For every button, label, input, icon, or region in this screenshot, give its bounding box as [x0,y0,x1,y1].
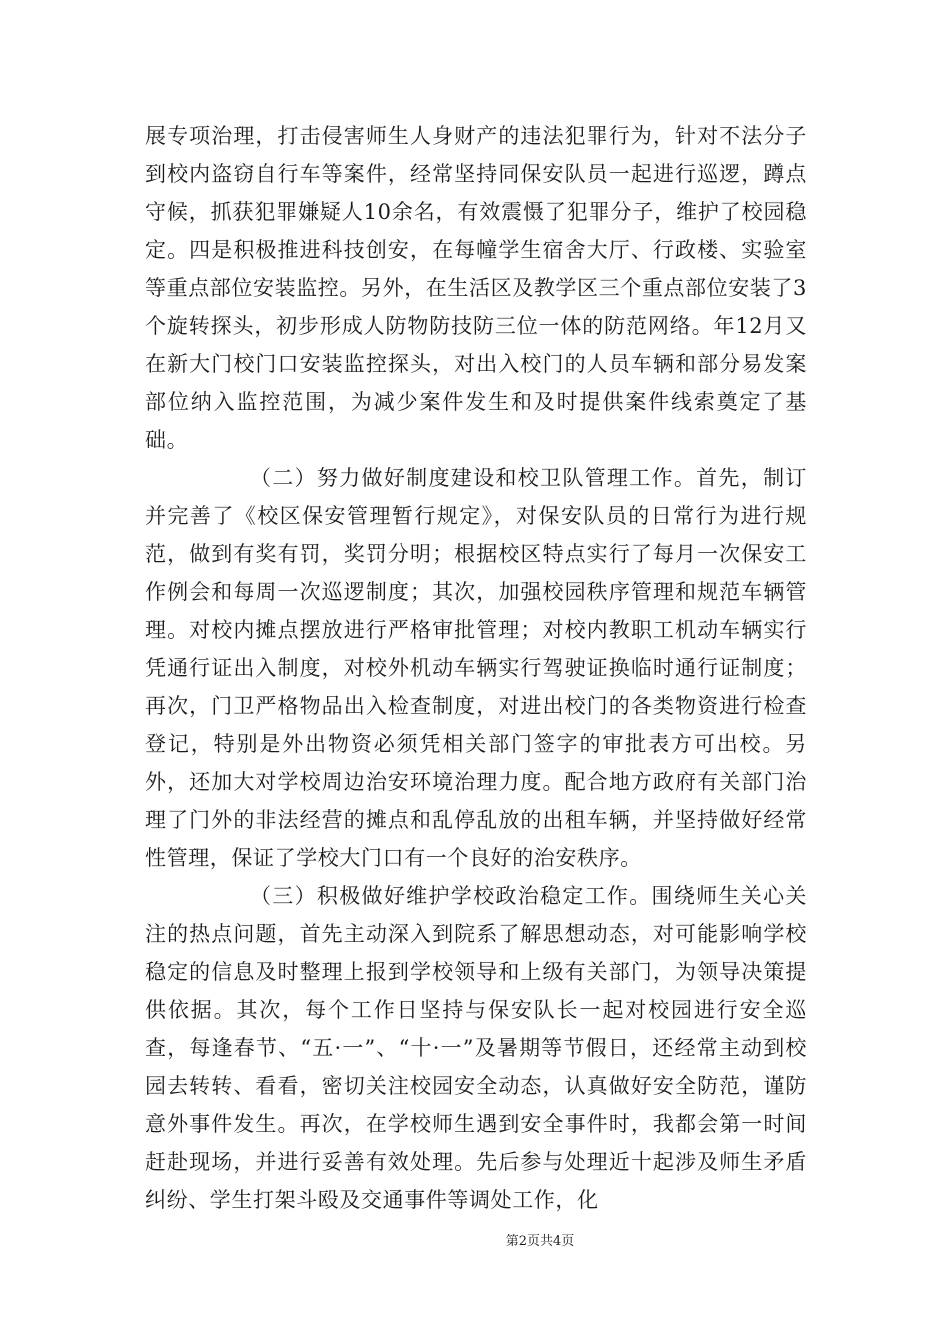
document-body [145,117,807,1219]
paragraph-section-two: （二）努力做好制度建设和校卫队管理工作。首先，制订并完善了《校区保安管理暂行规定》，对保安队员的日常行为进行规范，做到有奖有罚，奖罚分明；根据校区特点实行了每月一次保安工作例会和每周一次巡逻制度；其次，加强校园秩序管理和规范车辆管理。对校内摊点摆放进行严格审批管理；对校内教职工机动车辆实行凭通行证出入制度，对校外机动车辆实行驾驶证换临时通行证制度；再次，门卫严格物品出入检查制度，对进出校门的各类物资进行检查登记，特别是外出物资必须凭相关部门签字的审批表方可出校。另外，还加大对学校周边治安环境治理力度。配合地方政府有关部门治理了门外的非法经营的摊点和乱停乱放的出租车辆，并坚持做好经常性管理，保证了学校大门口有一个良好的治安秩序。 [145,466,807,870]
paragraph-section-three: （三）积极做好维护学校政治稳定工作。围绕师生关心关注的热点问题，首先主动深入到院系了解思想动态，对可能影响学校稳定的信息及时整理上报到学校领导和上级有关部门，为领导决策提供依据。其次，每个工作日坚持与保安队长一起对校园进行安全巡查，每逢春节、“五·一”、“十·一”及暑期等节假日，还经常主动到校园去转转、看看，密切关注校园安全动态，认真做好安全防范，谨防意外事件发生。再次，在学校师生遇到安全事件时，我都会第一时间赶赴现场，并进行妥善有效处理。先后参与处理近十起涉及师生矛盾纠纷、学生打架斗殴及交通事件等调处工作，化 [145,884,807,1212]
page-number-footer: 第2页共4页 [505,1234,575,1249]
paragraph-continuation: 展专项治理，打击侵害师生人身财产的违法犯罪行为，针对不法分子到校内盗窃自行车等案件，经常坚持同保安队员一起进行巡逻，蹲点守候，抓获犯罪嫌疑人10余名，有效震慑了犯罪分子，维护了校园稳定。四是积极推进科技创安，在每幢学生宿舍大厅、行政楼、实验室等重点部位安装监控。另外，在生活区及教学区三个重点部位安装了3个旋转探头，初步形成人防物防技防三位一体的防范网络。年12月又在新大门校门口安装监控探头，对出入校门的人员车辆和部分易发案部位纳入监控范围，为减少案件发生和及时提供案件线索奠定了基础。 [145,124,807,452]
